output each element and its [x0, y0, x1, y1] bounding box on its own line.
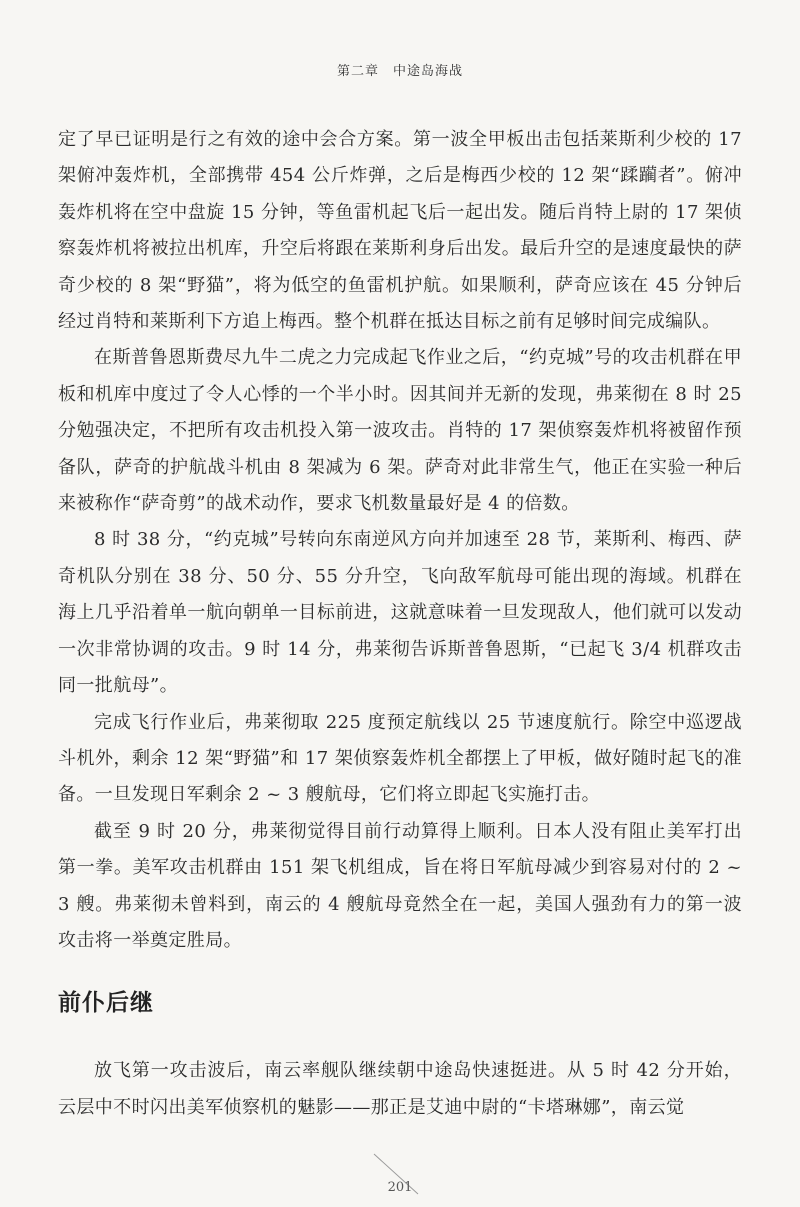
section-paragraph-1: 放飞第一攻击波后，南云率舰队继续朝中途岛快速挺进。从 5 时 42 分开始，云层中不时闪出美军侦察机的魅影——那正是艾迪中尉的“卡塔琳娜”，南云觉: [58, 1060, 742, 1118]
paragraph-1: 定了早已证明是行之有效的途中会合方案。第一波全甲板出击包括莱斯利少校的 17 架俯冲轰炸机，全部携带 454 公斤炸弹，之后是梅西少校的 12 架“蹂躏者”。俯冲轰炸机将在空中盘旋 15 分钟，等鱼雷机起飞后一起出发。随后肖特上尉的 17 架侦察轰炸机将被拉出机库，升空后将跟在莱斯利身后出发。最后升空的是速度最快的萨奇少校的 8 架“野猫”，将为低空的鱼雷机护航。如果顺利，萨奇应该在 45 分钟后经过肖特和莱斯利下方追上梅西。整个机群在抵达目标之前有足够时间完成编队。: [58, 129, 742, 333]
paragraph-4: 完成飞行作业后，弗莱彻取 225 度预定航线以 25 节速度航行。除空中巡逻战斗机外，剩余 12 架“野猫”和 17 架侦察轰炸机全都摆上了甲板，做好随时起飞的准备。一旦发现日军剩余 2 ~ 3 艘航母，它们将立即起飞实施打击。: [58, 711, 742, 806]
paragraph-2: 在斯普鲁恩斯费尽九牛二虎之力完成起飞作业之后，“约克城”号的攻击机群在甲板和机库中度过了令人心悸的一个半小时。因其间并无新的发现，弗莱彻在 8 时 25 分勉强决定，不把所有攻击机投入第一波攻击。肖特的 17 架侦察轰炸机将被留作预备队，萨奇的护航战斗机由 8 架减为 6 架。萨奇对此非常生气，他正在实验一种后来被称作“萨奇剪”的战术动作，要求飞机数量最好是 4 的倍数。: [58, 347, 742, 515]
paragraph-5: 截至 9 时 20 分，弗莱彻觉得目前行动算得上顺利。日本人没有阻止美军打出第一拳。美军攻击机群由 151 架飞机组成，旨在将日军航母减少到容易对付的 2 ~ 3 艘。弗莱彻未曾料到，南云的 4 艘航母竟然全在一起，美国人强劲有力的第一波攻击将一举奠定胜局。: [58, 820, 742, 951]
page-number: 201: [387, 1180, 413, 1195]
running-header: 第二章 中途岛海战: [336, 64, 463, 79]
paragraph-3: 8 时 38 分，“约克城”号转向东南逆风方向并加速至 28 节，莱斯利、梅西、萨奇机队分别在 38 分、50 分、55 分升空，飞向敌军航母可能出现的海域。机群在海上几乎沿着单一航向朝单一目标前进，这就意味着一旦发现敌人，他们就可以发动一次非常协调的攻击。9 时 14 分，弗莱彻告诉斯普鲁恩斯，“已起飞 3/4 机群攻击同一批航母”。: [58, 529, 742, 697]
page-content: [58, 122, 742, 1126]
section-heading: 前仆后继: [58, 989, 154, 1017]
